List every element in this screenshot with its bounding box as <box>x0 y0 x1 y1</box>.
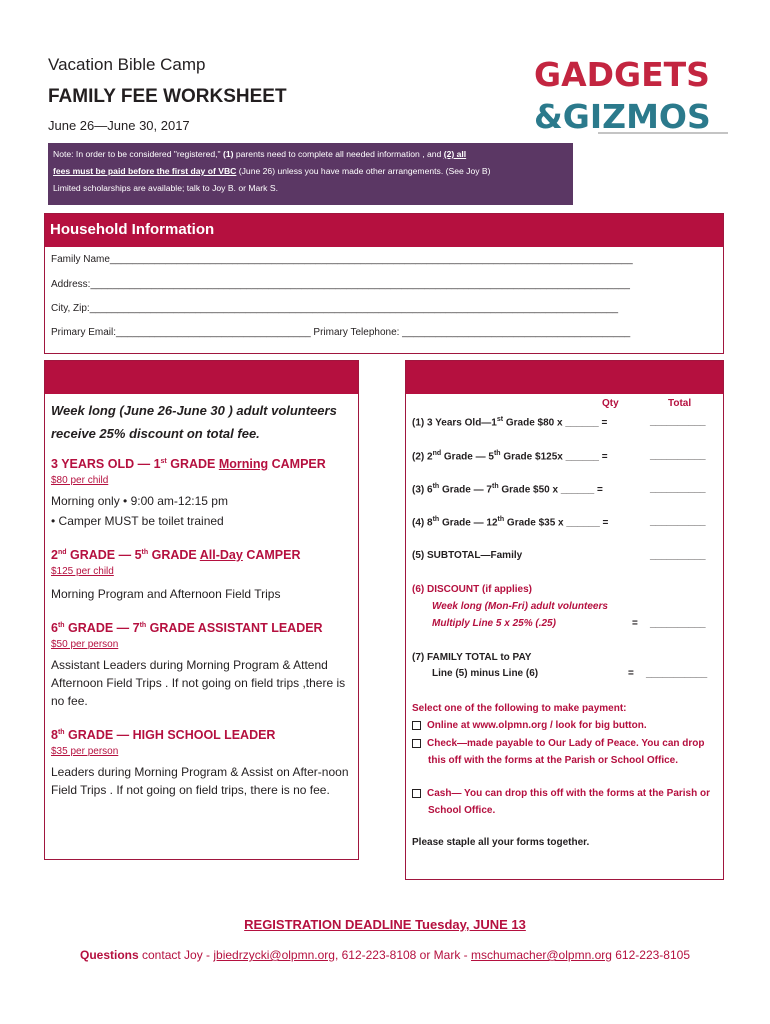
fee-row-3-total[interactable]: __________ <box>650 483 706 494</box>
fee-row-7-total[interactable]: ___________ <box>646 668 708 679</box>
hs-leader-heading: 8th GRADE — HIGH SCHOOL LEADER <box>51 728 276 742</box>
joy-email-link[interactable]: jbiedrzycki@olpmn.org <box>213 948 335 962</box>
assistant-leader-price: $50 per person <box>51 639 119 650</box>
household-section <box>44 213 724 354</box>
fee-calculation-panel <box>405 360 724 880</box>
address-field[interactable]: Address:_________________________________________________________________________________________________ <box>51 279 630 290</box>
fee-row-2: (2) 2nd Grade — 5th Grade $125x ______ = <box>412 450 608 463</box>
fee-row-7-family-total: (7) FAMILY TOTAL to PAY <box>412 652 532 663</box>
checkbox-icon[interactable] <box>412 789 421 798</box>
fee-row-1: (1) 3 Years Old—1st Grade $80 x ______ = <box>412 416 608 429</box>
fee-row-6-discount: (6) DISCOUNT (if applies) <box>412 584 533 595</box>
fee-row-2-total[interactable]: __________ <box>650 450 706 461</box>
allday-camper-price: $125 per child <box>51 566 114 577</box>
morning-camper-price: $80 per child <box>51 475 109 486</box>
note-text-2: (1) <box>222 149 234 159</box>
mark-email-link[interactable]: mschumacher@olpmn.org <box>471 948 612 962</box>
assistant-leader-body: Assistant Leaders during Morning Program & Attend Afternoon Field Trips . If not going on field trips ,there is no fee. <box>51 658 346 708</box>
registration-deadline: REGISTRATION DEADLINE Tuesday, JUNE 13 <box>244 917 526 932</box>
volunteer-discount: Week long (June 26-June 30 ) adult volunteers receive 25% discount on total fee. <box>51 403 337 441</box>
morning-camper-toilet: • Camper MUST be toilet trained <box>51 514 224 528</box>
pay-option-cash[interactable]: Cash— You can drop this off with the forms at the Parish or School Office. <box>412 785 717 819</box>
total-header: Total <box>668 398 692 409</box>
fee-row-6-note: Week long (Mon-Fri) adult volunteers <box>432 601 608 612</box>
city-zip-field[interactable]: City, Zip:_______________________________________________________________________________________________ <box>51 303 619 314</box>
fee-row-3: (3) 6th Grade — 7th Grade $50 x ______ = <box>412 483 603 496</box>
qty-header: Qty <box>602 398 619 409</box>
note-text-3: parents need to complete all needed information , and <box>233 149 444 159</box>
gadgets-gizmos-logo <box>528 48 732 140</box>
fee-row-6-total[interactable]: __________ <box>650 618 706 629</box>
fee-row-6-formula: Multiply Line 5 x 25% (.25) <box>432 618 556 629</box>
note-text-4: (2) all <box>443 149 467 159</box>
fee-row-1-total[interactable]: __________ <box>650 416 706 427</box>
hs-leader-price: $35 per person <box>51 746 119 757</box>
fee-row-5-total[interactable]: __________ <box>650 550 706 561</box>
left-panel-bar <box>45 361 358 394</box>
fee-row-4-total[interactable]: __________ <box>650 516 706 527</box>
camp-name: Vacation Bible Camp <box>48 55 206 74</box>
allday-camper-heading: 2nd GRADE — 5th GRADE All-Day CAMPER <box>51 548 301 562</box>
pay-option-online[interactable]: Online at www.olpmn.org / look for big button. <box>412 717 717 734</box>
payment-intro: Select one of the following to make payment: <box>412 703 627 714</box>
pay-option-check[interactable]: Check—made payable to Our Lady of Peace. You can drop this off with the forms at the Parish or School Office. <box>412 735 717 769</box>
fee-row-4: (4) 8th Grade — 12th Grade $35 x ______ = <box>412 516 609 529</box>
fee-row-7-equals: = <box>628 668 634 679</box>
note-text-7: Limited scholarships are available; talk to Joy B. or Mark S. <box>53 183 278 193</box>
camper-categories-panel <box>44 360 359 860</box>
staple-note: Please staple all your forms together. <box>412 837 590 848</box>
contact-line: Questions contact Joy - jbiedrzycki@olpmn.org, 612-223-8108 or Mark - mschumacher@olpmn.org 612-223-8105 <box>79 948 690 962</box>
email-phone-field[interactable]: Primary Email:___________________________________ Primary Telephone: _________________________________________ <box>51 327 631 338</box>
right-panel-bar <box>406 361 723 394</box>
note-text-1: Note: In order to be considered "registered," <box>53 149 223 159</box>
hs-leader-body: Leaders during Morning Program & Assist on After-noon Field Trips . If not going on field trips, there is no fee. <box>51 765 349 797</box>
fee-row-6-equals: = <box>632 618 638 629</box>
note-text-6: (June 26) unless you have made other arrangements. (See Joy B) <box>236 166 491 176</box>
household-heading: Household Information <box>45 214 723 247</box>
checkbox-icon[interactable] <box>412 721 421 730</box>
date-range: June 26—June 30, 2017 <box>48 118 190 133</box>
questions-label: Questions <box>79 948 139 962</box>
assistant-leader-heading: 6th GRADE — 7th GRADE ASSISTANT LEADER <box>51 621 323 635</box>
fee-row-5-subtotal: (5) SUBTOTAL—Family <box>412 550 523 561</box>
morning-camper-heading: 3 YEARS OLD — 1st GRADE Morning CAMPER <box>51 457 326 471</box>
logo-line1: GADGETS <box>534 55 710 94</box>
allday-camper-body: Morning Program and Afternoon Field Trips <box>51 587 281 601</box>
registration-note <box>48 143 573 205</box>
checkbox-icon[interactable] <box>412 739 421 748</box>
morning-camper-time: Morning only • 9:00 am-12:15 pm <box>51 494 228 508</box>
fee-row-7-formula: Line (5) minus Line (6) <box>432 668 539 679</box>
note-text-5: fees must be paid before the first day of VBC <box>53 166 237 176</box>
logo-line2: &GIZMOS <box>534 97 711 136</box>
family-name-field[interactable]: Family Name______________________________________________________________________________________________ <box>51 254 633 265</box>
page-title: FAMILY FEE WORKSHEET <box>48 86 287 107</box>
